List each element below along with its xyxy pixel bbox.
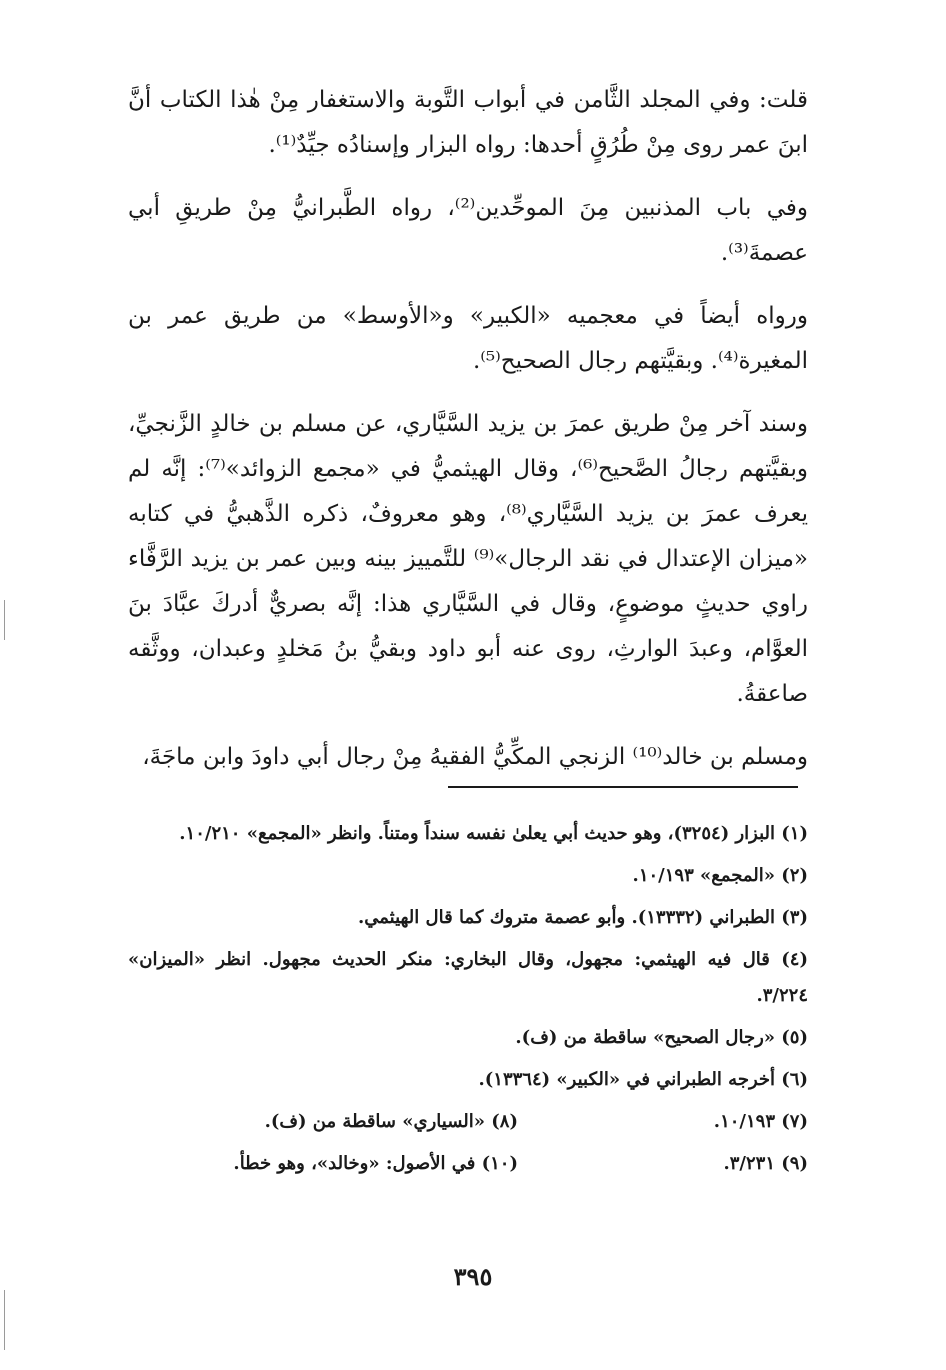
paragraph: قلت: وفي المجلد الثَّامن في أبواب التَّوبة والاستغفار مِنْ هٰذا الكتاب أنَّ ابنَ عمر روى مِنْ طُرُقٍ أحدها: رواه البزار وإسنادُه جيِّدٌ⁽¹⁾. [128,87,808,158]
footnote: (٩) ٣/٢٣١. [723,1153,808,1174]
page-number: ٣٩٥ [453,1262,493,1291]
paragraph: وسند آخر مِنْ طريق عمرَ بن يزيد السَّيَّاري، عن مسلم بن خالدٍ الزَّنجيِّ، وبقيَّتهم رجالُ الصَّحيح⁽⁶⁾، وقال الهيثميُّ في «مجمع الزوائد»⁽⁷⁾: إنَّه لم يعرف عمرَ بن يزيد السَّيَّاري⁽⁸⁾، وهو معروفٌ، ذكره الذَّهبيُّ في كتابه «ميزان الإعتدال في نقد الرجال»⁽⁹⁾ للتَّمييز بينه وبين عمر بن يزيد الرَّفَّاء راوي حديثٍ موضوعٍ، وقال في السَّيَّاري هذا: إنَّه بصريٌّ أدركَ عبَّادَ بنَ العوَّام، وعبدَ الوارثِ، روى عنه أبو داود وبقيُّ بنُ مَخلدٍ وعبدان، ووثَّقه صاعقةُ. [128,411,808,707]
scan-edge-mark [4,600,5,640]
footnote: (٤) قال فيه الهيثمي: مجهول، وقال البخاري: منكر الحديث مجهول. انظر «الميزان» ٣/٢٢٤. [128,949,808,1006]
footnote: (١٠) في الأصول: «وخالد»، وهو خطأ. [233,1153,518,1174]
footnotes [128,816,808,1188]
footnote: (٣) الطبراني (١٣٣٣٢). وأبو عصمة متروك كما قال الهيثمي. [357,907,808,928]
paragraph: ومسلم بن خالد⁽¹⁰⁾ الزنجي المكِّيُّ الفقيهُ مِنْ رجال أبي داودَ وابن ماجَةَ، [142,744,808,770]
footnote-row [128,1146,808,1182]
paragraph: ورواه أيضاً في معجميه «الكبير» و«الأوسط» من طريق عمر بن المغيرة⁽⁴⁾. وبقيَّتهم رجال الصحيح⁽⁵⁾. [128,303,808,374]
footnote: (٢) «المجمع» ١٠/١٩٣. [632,865,808,886]
footnote-row [128,1104,808,1140]
footnote-divider [448,786,798,788]
paragraph: وفي باب المذنبين مِنَ الموحِّدين⁽²⁾، رواه الطَّبرانيُّ مِنْ طريقِ أبي عصمةَ⁽³⁾. [128,195,808,266]
footnote: (٨) «السياري» ساقطة من (ف). [264,1111,518,1132]
footnote: (١) البزار (٣٢٥٤)، وهو حديث أبي يعلىٰ نفسه سنداً ومتناً. وانظر «المجمع» ١٠/٢١٠. [179,823,808,844]
footnote: (٦) أخرجه الطبراني في «الكبير» (١٣٣٦٤). [478,1069,808,1090]
scan-edge-mark [4,1290,5,1350]
footnote: (٧) ١٠/١٩٣. [713,1111,808,1132]
footnote: (٥) «رجال الصحيح» ساقطة من (ف). [515,1027,808,1048]
main-text [128,78,808,798]
